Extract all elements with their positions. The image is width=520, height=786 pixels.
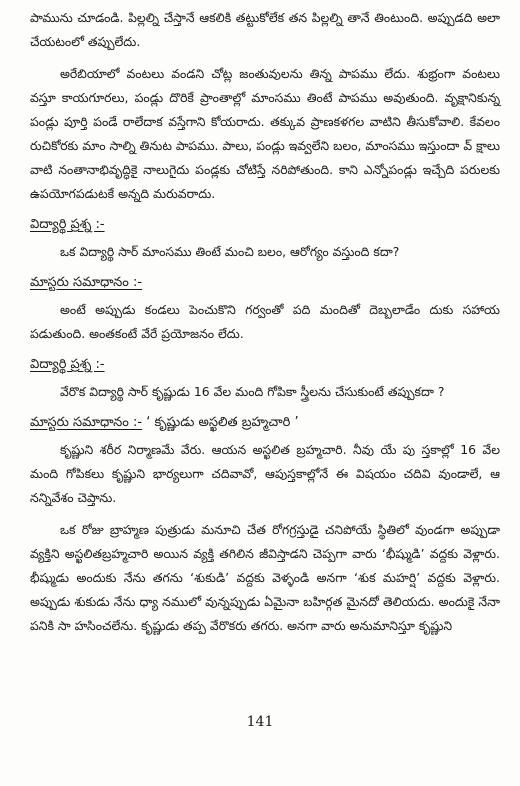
page-content	[30, 6, 500, 646]
paragraph-student-question-2: వేరొక విద్యార్థి సార్ కృష్ణుడు 16 వేల మంది గోపికా స్త్రీలను చేసుకుంటే తప్పుకదా ?	[60, 384, 445, 399]
section-heading-master-answer-2	[30, 412, 500, 434]
heading-suffix: ‘ కృష్ణుడు అస్ఖలిత బ్రహ్మచారి ’	[146, 415, 299, 430]
paragraph-krishna-body: కృష్ణుని శరీర నిర్మాణమే వేరు. ఆయన అస్ఖలిత బ్రహ్మచారి. నీవు యే పు స్తకాల్లో 16 వేల మంది గోపికలు కృష్ణుని భార్యలుగా చదివావో, ఆపుస్తకాల్లోనే ఈ విషయం చదివి వుండాలే, ఆ నన్నివేశం చెప్తాను.	[30, 442, 500, 505]
page-number: 141	[246, 714, 274, 730]
paragraph-master-answer-1: అంటే అప్పుడు కండలు పెంచుకొని గర్వంతో పది మందితో దెబ్బలాడేం దుకు సహాయ పడుతుంది. అంతకంటే వేరే ప్రయోజనం లేదు.	[30, 302, 500, 341]
heading-text: విద్యార్థి ప్రశ్న :-	[30, 217, 105, 232]
section-heading-master-answer-1	[30, 272, 500, 294]
paragraph-student-question-1: ఒక విద్యార్థి సార్ మాంసము తింటే మంచి బలం, ఆరోగ్యం వస్తుంది కదా?	[60, 244, 400, 259]
paragraph-brahmin-story: ఒక రోజు బ్రాహ్మణ పుత్రుడు మనూచి చేత రోగగ్రస్తుడై చనిపోయే స్థితిలో వుండగా అప్పుడా వ్యక్తిని అస్ఖలితబ్రహ్మచారి అయిన వ్యక్తి తగిలిన జీవిస్తాడని చెప్పగా వారు ‘భీష్ముడి’ వద్దకు వెళ్లారు. భీష్ముడు అందుకు నేను తగను ‘శుకుడి’ వద్దకు వెళ్ళండి అనగా ‘శుక మహర్షి’ వద్దకు వెళ్లారు. అప్పుడు శుకుడు నేను ధ్యా నములో వున్నప్పుడు ఏమైనా బహిర్గత మైనదో తెలియదు. అందుకై నేనా పనికి సా హసించలేను. కృష్ణుడు తప్ప వేరొకరు తగరు. అనగా వారు అనుమానిస్తూ కృష్ణుని	[30, 522, 500, 633]
heading-text: విద్యార్థి ప్రశ్న :-	[30, 357, 105, 372]
paragraph-snake: పామును చూడండి. పిల్లల్ని చేస్తానే ఆకలికి తట్టుకోలేక తన పిల్లల్ని తానే తింటుంది. అప్పుడది అలా చేయటంలో తప్పులేదు.	[30, 10, 500, 49]
paragraph-arabia: అరేబియాలో వంటలు వండని చోట్ల జంతువులను తిన్న పాపము లేదు. శుభ్రంగా వంటలు వస్తూ కాయగూరలు, పండ్లు దొరికే ప్రాంతాల్లో మాంసము తింటే పాపము అవుతుంది. వృక్షానికున్న పండ్లు పూర్తి పండే రాలేదాక వస్తేగాని కోయరాదు. తక్కువ ప్రాణకళగల వాటిని తీసుకోవాలి. కేవలం రుచికోరకు మాం సాల్ని తినుట పాపము. పాలు, పండ్లు ఇవ్వలేని బలం, మాంసము ఇస్తుందా వ్ క్షాలు వాటి నంతానాభివృద్ధికై నాలుగైదు పండ్లకు చోటిస్తే నరిపోతుంది. కాని ఎన్నోపండ్లు ఇచ్చేది పరులకు ఉపయోగపడుటకే అన్నది మరువరాదు.	[30, 66, 500, 201]
heading-text: మాస్టరు సమాధానం :-	[30, 275, 143, 290]
section-heading-student-question-1	[30, 214, 500, 236]
heading-text: మాస్టరు సమాధానం :-	[30, 415, 143, 430]
section-heading-student-question-2	[30, 354, 500, 376]
